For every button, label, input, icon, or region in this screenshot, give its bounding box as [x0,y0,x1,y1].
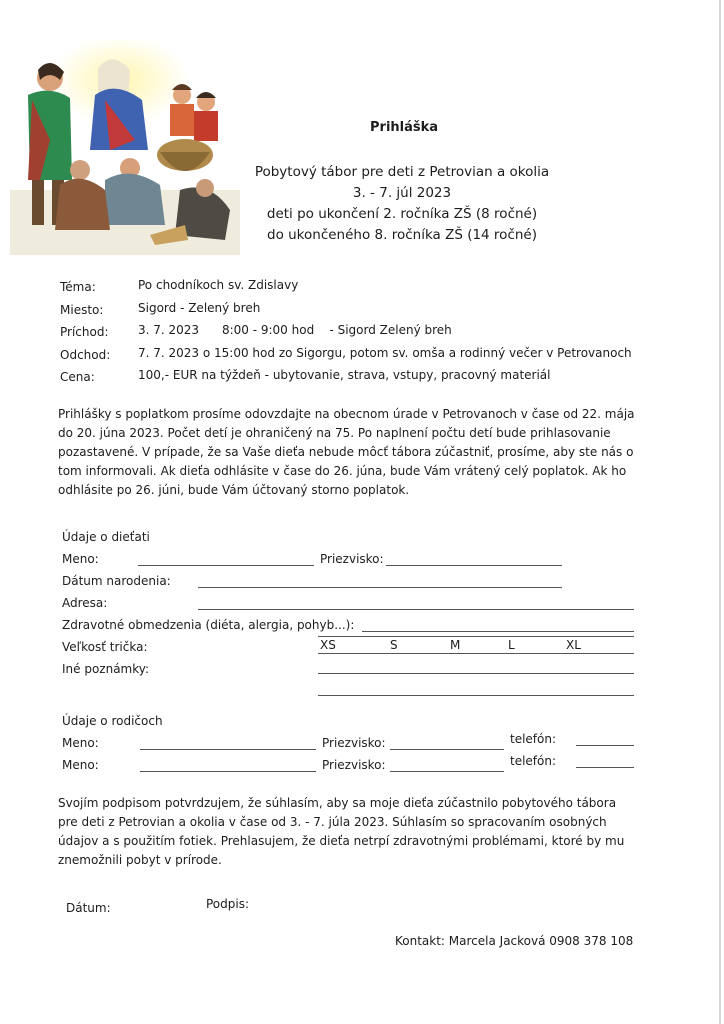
info-label: Príchod: [60,325,109,339]
address-row [62,591,642,613]
parent2-surname-field[interactable] [390,771,504,772]
notes-row-2 [62,679,642,701]
info-value: 3. 7. 2023 8:00 - 9:00 hod - Sigord Zelený breh [138,323,452,337]
tshirt-label: Veľkosť trička: [62,640,148,654]
parent2-phone-label: telefón: [510,754,557,768]
info-label: Cena: [60,370,95,384]
size-xl[interactable]: XL [566,638,581,652]
saint-illustration [10,40,240,255]
parent2-surname-label: Priezvisko: [322,758,386,772]
child-heading-row [62,525,642,547]
birthdate-row [62,569,642,591]
subtitle-line-2: 3. - 7. júl 2023 [352,185,452,201]
info-label: Miesto: [60,302,104,317]
parent2-row [62,753,642,775]
parent1-row [62,731,642,753]
parent2-phone-field[interactable] [576,767,634,768]
info-label: Téma: [60,280,96,294]
size-xs[interactable]: XS [320,638,336,652]
subtitle-line-3: deti po ukončení 2. ročníka ZŠ (8 ročné) [266,206,538,222]
child-surname-label: Priezvisko: [320,552,384,566]
registration-form [62,525,642,775]
parent2-name-field[interactable] [140,771,316,772]
camp-subtitle [237,162,567,246]
address-field[interactable] [198,609,634,610]
date-label: Dátum: [66,901,111,915]
info-value: 100,- EUR na týždeň - ubytovanie, strava, vstupy, pracovný materiál [138,368,551,382]
signature-label: Podpis: [206,897,250,911]
notes-field-2[interactable] [318,695,634,696]
registration-instructions: Prihlášky s poplatkom prosíme odovzdajte na obecnom úrade v Petrovanoch v čase od 22. mája do 20. júna 2023. Počet detí je ohraničený na 75. Po naplnení počtu detí bude prihlasovanie pozastavené. V prípade, že sa Vaše dieťa nebude môcť tábora zúčastniť, prosíme, aby ste nás o tom informovali. Ak dieťa odhlásite v čase do 26. júna, bude Vám vrátený celý poplatok. Ak ho odhlásite po 26. júni, bude Vám účtovaný storno poplatok. [58,407,635,497]
parents-heading-row [62,709,642,731]
info-value: Sigord - Zelený breh [138,300,261,315]
notes-label: Iné poznámky: [62,662,150,676]
health-label: Zdravotné obmedzenia (diéta, alergia, pohyb...): [62,618,355,632]
info-value: 7. 7. 2023 o 15:00 hod zo Sigorgu, potom sv. omša a rodinný večer v Petrovanoch [138,345,632,360]
tshirt-top-line [318,636,634,637]
birthdate-field[interactable] [198,587,562,588]
parent1-name-field[interactable] [140,749,316,750]
size-l[interactable]: L [508,638,515,652]
info-value: Po chodníkoch sv. Zdislavy [138,278,299,292]
parent1-surname-label: Priezvisko: [322,736,386,750]
parent1-name-label: Meno: [62,736,99,750]
address-label: Adresa: [62,596,108,610]
health-row [62,613,642,635]
size-s[interactable]: S [390,638,398,652]
birthdate-label: Dátum narodenia: [62,574,171,588]
notes-field-1[interactable] [318,673,634,674]
size-m[interactable]: M [450,638,461,652]
tshirt-row [62,635,642,657]
notes-row [62,657,642,679]
child-surname-field[interactable] [386,565,562,566]
info-label: Odchod: [60,347,111,362]
health-field[interactable] [362,631,634,632]
parent1-phone-label: telefón: [510,732,557,746]
parents-section-heading: Údaje o rodičoch [62,714,163,728]
parent1-phone-field[interactable] [576,745,634,746]
subtitle-line-4: do ukončeného 8. ročníka ZŠ (14 ročné) [267,227,537,243]
subtitle-line-1: Pobytový tábor pre deti z Petrovian a okolia [254,164,550,180]
tshirt-bottom-line [318,653,634,654]
child-name-field[interactable] [138,565,314,566]
parent2-name-label: Meno: [62,758,99,772]
parent1-surname-field[interactable] [390,749,504,750]
page-title: Prihláška [370,120,439,135]
contact-info: Kontakt: Marcela Jacková 0908 378 108 [395,934,634,948]
consent-statement: Svojím podpisom potvrdzujem, že súhlasím, aby sa moje dieťa zúčastnilo pobytového tábora pre deti z Petrovian a okolia v čase od 3. - 7. júla 2023. Súhlasím so spracovaním osobných údajov a s použitím fotiek. Prehlasujem, že dieťa netrpí zdravotnými problémami, ktoré by mu znemožnili pobyt v prírode. [58,796,625,867]
child-name-row [62,547,642,569]
child-section-heading: Údaje o dieťati [62,530,150,544]
child-name-label: Meno: [62,552,99,566]
scan-edge [719,0,721,1024]
